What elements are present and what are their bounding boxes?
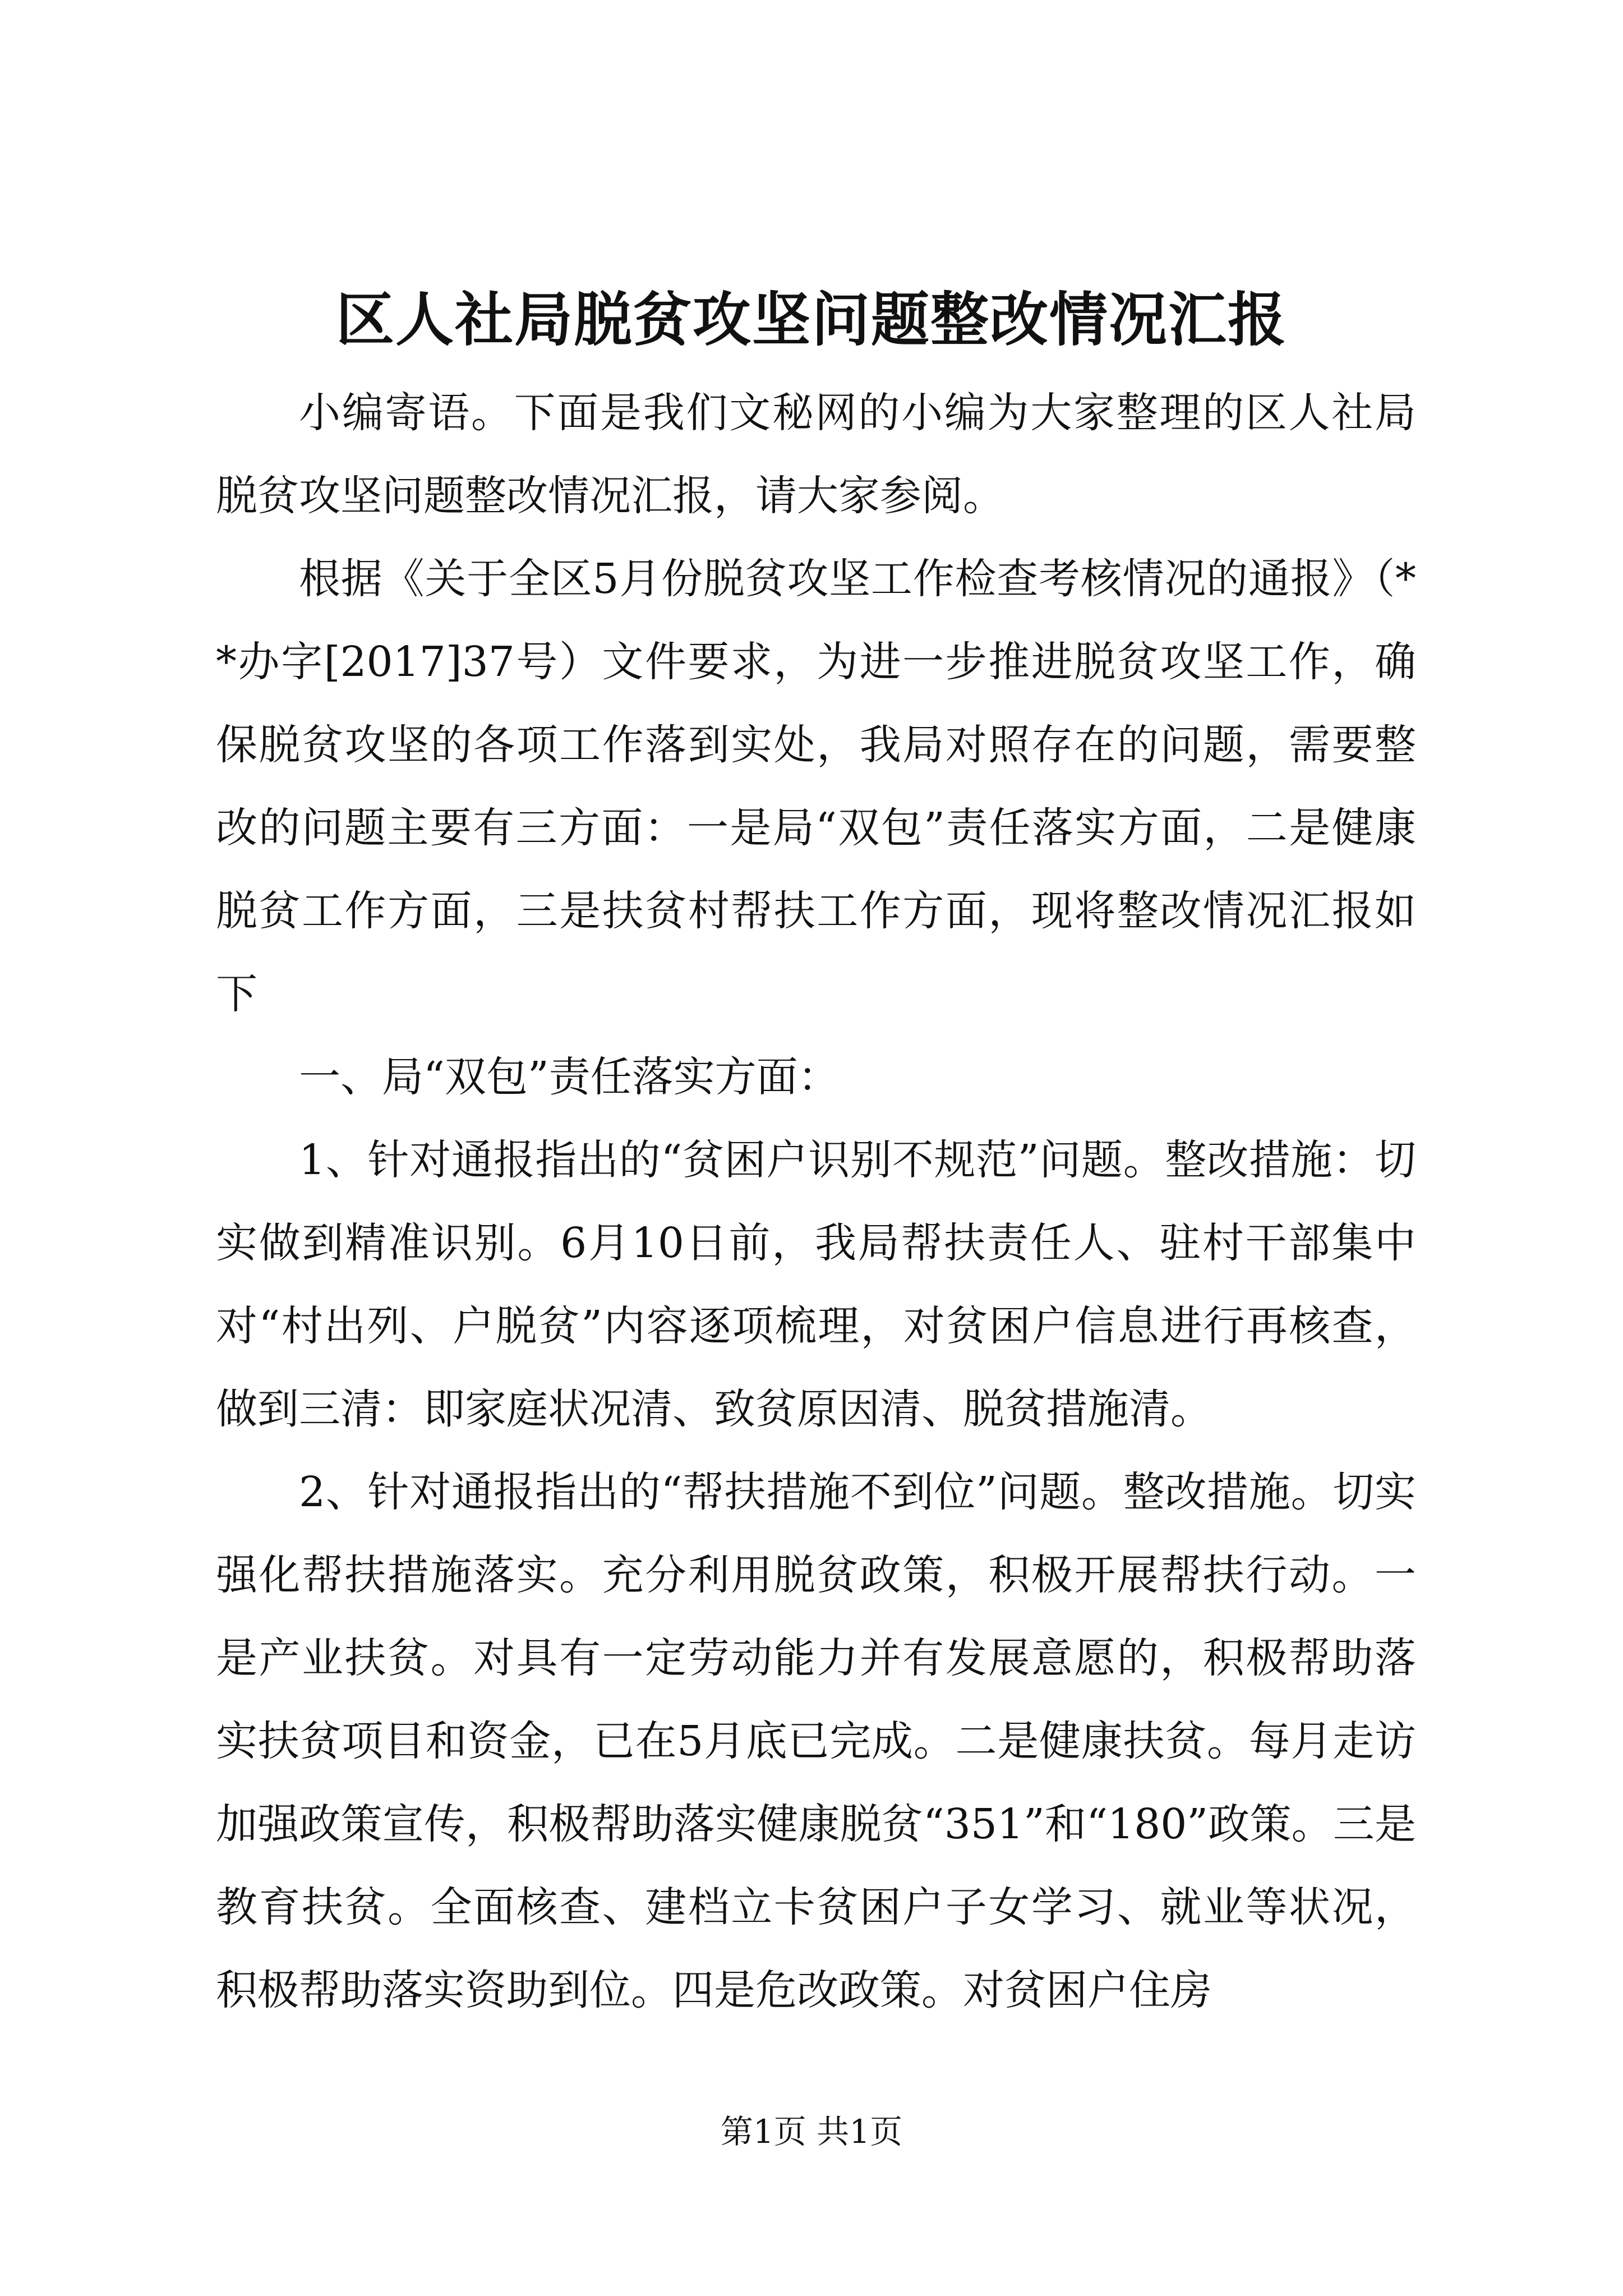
paragraph-intro: 小编寄语。下面是我们文秘网的小编为大家整理的区人社局脱贫攻坚问题整改情况汇报，请大家参阅。: [216, 389, 1416, 520]
document-title: 区人社局脱贫攻坚问题整改情况汇报: [335, 285, 1287, 354]
page-footer: 第1页 共1页: [720, 2113, 903, 2151]
paragraph-background: 根据《关于全区5月份脱贫攻坚工作检查考核情况的通报》（**办字[2017]37号）文件要求，为进一步推进脱贫攻坚工作，确保脱贫攻坚的各项工作落到实处，我局对照存在的问题，需要整改的问题主要有三方面：一是局“双包”责任落实方面，二是健康脱贫工作方面，三是扶贫村帮扶工作方面，现将整改情况汇报如下: [216, 555, 1416, 1018]
section-heading-1: 一、局“双包”责任落实方面：: [299, 1053, 840, 1101]
paragraph-item-1: 1、针对通报指出的“贫困户识别不规范”问题。整改措施：切实做到精准识别。6月10日前，我局帮扶责任人、驻村干部集中对“村出列、户脱贫”内容逐项梳理，对贫困户信息进行再核查，做到三清：即家庭状况清、致贫原因清、脱贫措施清。: [216, 1136, 1416, 1433]
document-body: [216, 371, 1416, 2032]
paragraph-item-2: 2、针对通报指出的“帮扶措施不到位”问题。整改措施。切实强化帮扶措施落实。充分利用脱贫政策，积极开展帮扶行动。一是产业扶贫。对具有一定劳动能力并有发展意愿的，积极帮助落实扶贫项目和资金，已在5月底已完成。二是健康扶贫。每月走访加强政策宣传，积极帮助落实健康脱贫“351”和“180”政策。三是教育扶贫。全面核查、建档立卡贫困户子女学习、就业等状况，积极帮助落实资助到位。四是危改政策。对贫困户住房: [216, 1468, 1416, 2014]
